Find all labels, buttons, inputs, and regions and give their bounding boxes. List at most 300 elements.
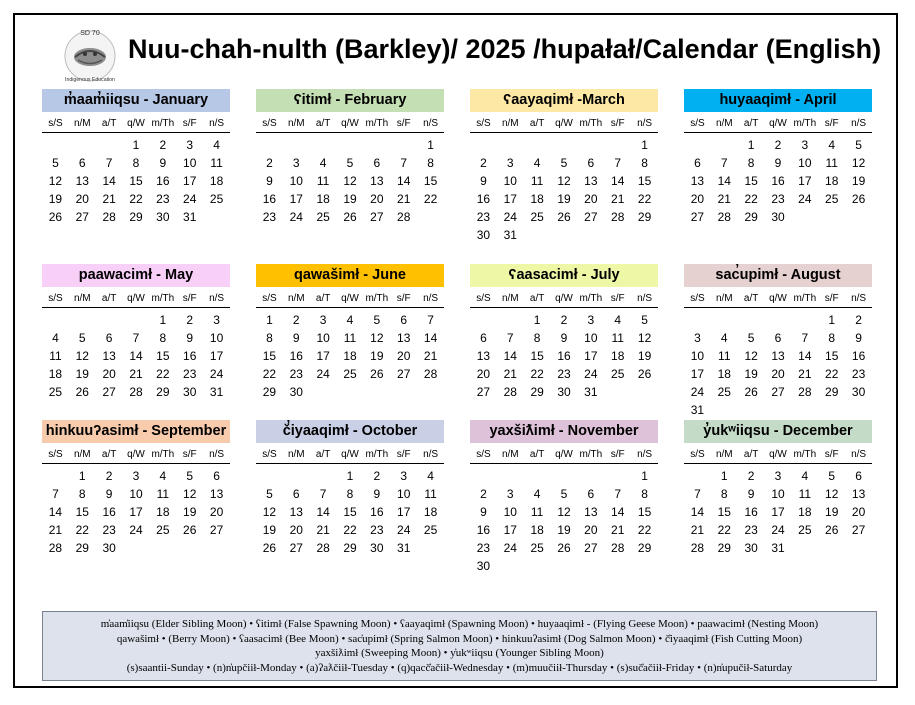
empty-cell [470, 136, 497, 154]
day-cell: 27 [584, 210, 598, 224]
day-cell: 29 [262, 385, 277, 399]
day-cell: 25 [798, 523, 812, 537]
day-cell: 29 [530, 385, 544, 399]
month-block [42, 264, 230, 401]
day-cell: 17 [771, 505, 785, 519]
day-cell: 2 [186, 313, 194, 327]
empty-cell [256, 136, 283, 154]
day-cell: 20 [397, 349, 411, 363]
day-cell: 10 [209, 331, 224, 345]
day-cell: 15 [129, 174, 143, 188]
day-cell: 11 [49, 349, 62, 363]
day-cell: 21 [503, 367, 517, 381]
day-cell: 27 [690, 210, 705, 224]
weekday-label: s/S [690, 293, 705, 304]
day-cell: 18 [530, 523, 544, 537]
day-cell: 9 [159, 156, 167, 170]
day-cell: 21 [690, 523, 705, 537]
day-cell: 27 [75, 210, 89, 224]
day-cell: 22 [129, 192, 143, 206]
weekday-label: n/S [423, 449, 439, 460]
day-cell: 10 [798, 156, 812, 170]
day-cell: 17 [503, 523, 517, 537]
day-cell: 21 [316, 523, 330, 537]
day-cell: 28 [316, 541, 330, 555]
weekday-label: m/Th [365, 293, 389, 304]
day-cell: 24 [584, 367, 598, 381]
weekday-label: s/S [48, 449, 63, 460]
day-cell: 7 [801, 331, 809, 345]
weekday-header-row [256, 448, 444, 464]
empty-cell [69, 136, 96, 154]
day-cell: 19 [637, 349, 652, 363]
day-cell: 23 [476, 541, 491, 555]
weekday-label: n/M [715, 449, 733, 460]
page-title: Nuu-chah-nulth (Barkley)/ 2025 /hupałał/Calendar (English) [128, 34, 882, 64]
day-cell: 21 [423, 349, 438, 363]
day-cell: 19 [75, 367, 89, 381]
day-cell: 22 [343, 523, 357, 537]
day-cell: 31 [209, 385, 224, 399]
day-cell: 26 [183, 523, 197, 537]
day-cell: 18 [48, 367, 63, 381]
day-cell: 14 [129, 349, 143, 363]
day-cell: 22 [156, 367, 170, 381]
day-cell: 6 [105, 331, 113, 345]
day-cell: 14 [102, 174, 116, 188]
day-cell: 12 [744, 349, 758, 363]
day-cell: 3 [400, 469, 408, 483]
day-cell: 28 [102, 210, 116, 224]
day-cell: 14 [48, 505, 63, 519]
weekday-label: q/W [555, 449, 573, 460]
weekday-header-row [470, 448, 658, 464]
day-cell: 10 [503, 505, 517, 519]
day-cell: 14 [316, 505, 330, 519]
day-cell: 16 [183, 349, 197, 363]
day-cell: 13 [476, 349, 491, 363]
weekday-label: n/S [851, 118, 867, 129]
day-cell: 3 [292, 156, 300, 170]
weekday-label: n/S [209, 118, 225, 129]
day-cell: 14 [717, 174, 731, 188]
day-cell: 24 [209, 367, 224, 381]
day-cell: 2 [480, 487, 487, 501]
day-cell: 5 [186, 469, 194, 483]
weekday-label: a/T [743, 449, 759, 460]
day-cell: 12 [851, 156, 866, 170]
day-cell: 1 [346, 469, 354, 483]
day-cell: 12 [825, 487, 839, 501]
weekday-header-row [42, 448, 230, 464]
empty-cell [42, 311, 69, 329]
day-cell: 9 [855, 331, 862, 345]
day-cell: 4 [213, 138, 220, 152]
day-cell: 25 [48, 385, 63, 399]
month-block [256, 420, 444, 557]
day-cell: 2 [480, 156, 487, 170]
day-grid [256, 136, 444, 226]
month-block [42, 420, 230, 557]
day-cell: 22 [825, 367, 839, 381]
day-cell: 8 [346, 487, 354, 501]
day-cell: 21 [611, 192, 625, 206]
empty-cell [497, 311, 524, 329]
day-cell: 7 [105, 156, 113, 170]
day-cell: 22 [423, 192, 438, 206]
weekday-label: n/M [73, 449, 91, 460]
day-cell: 9 [186, 331, 194, 345]
weekday-header-row [684, 292, 872, 308]
weekday-label: a/T [529, 293, 545, 304]
legend-line: m̓aam̓iiqsu (Elder Sibling Moon) • ʕitimł (False Spawning Moon) • ʕaayaqimł (Spawning Moon) • huyaaqimł - (Flying Geese Moon) • paawacimł (Nesting Moon) [100, 618, 819, 630]
day-cell: 14 [423, 331, 438, 345]
weekday-header-row [470, 292, 658, 308]
day-cell: 13 [289, 505, 303, 519]
day-cell: 8 [266, 331, 273, 345]
weekday-header-row [42, 117, 230, 133]
empty-cell [283, 467, 310, 485]
day-cell: 8 [828, 331, 836, 345]
month-name: ʕitimł - February [256, 89, 444, 112]
day-cell: 14 [690, 505, 705, 519]
weekday-header-row [684, 448, 872, 464]
legend-line: (s)saantii-Sunday • (n)n̓upčiił-Monday • (a)ʔaƛčiił-Tuesday • (q)qacč̓ačiił-Wednesday • (m)muučiił-Thursday • (s)suč̓ačiił-Friday • (n)n̓upučił-Saturday [126, 661, 793, 674]
day-cell: 20 [209, 505, 224, 519]
day-cell: 26 [343, 210, 357, 224]
day-cell: 26 [370, 367, 384, 381]
day-cell: 26 [557, 541, 571, 555]
day-cell: 19 [48, 192, 63, 206]
day-cell: 24 [503, 541, 517, 555]
day-grid [42, 136, 230, 226]
empty-cell [256, 467, 283, 485]
day-cell: 2 [373, 469, 381, 483]
day-cell: 4 [614, 313, 622, 327]
day-cell: 15 [156, 349, 170, 363]
day-cell: 6 [774, 331, 782, 345]
day-cell: 25 [717, 385, 731, 399]
day-grid [256, 467, 444, 557]
day-cell: 10 [183, 156, 197, 170]
weekday-label: n/S [637, 293, 653, 304]
day-cell: 7 [614, 487, 622, 501]
day-cell: 13 [851, 487, 866, 501]
month-name: ʕaasacimł - July [470, 264, 658, 287]
day-cell: 7 [694, 487, 701, 501]
weekday-label: a/T [529, 118, 545, 129]
day-cell: 15 [75, 505, 89, 519]
month-block [470, 420, 658, 575]
day-cell: 3 [774, 469, 782, 483]
day-cell: 30 [476, 559, 491, 573]
day-cell: 16 [156, 174, 170, 188]
day-cell: 29 [129, 210, 143, 224]
weekday-label: s/F [610, 449, 625, 460]
day-cell: 23 [289, 367, 303, 381]
day-grid [470, 136, 658, 244]
empty-cell [577, 136, 604, 154]
weekday-label: n/S [423, 118, 439, 129]
month-name: m̓aam̓iiqsu - January [42, 89, 230, 112]
weekday-label: s/S [48, 293, 63, 304]
day-cell: 25 [530, 210, 544, 224]
weekday-label: s/F [396, 293, 411, 304]
day-cell: 16 [476, 192, 491, 206]
day-cell: 19 [851, 174, 866, 188]
day-cell: 31 [690, 403, 705, 417]
day-cell: 20 [476, 367, 491, 381]
day-cell: 23 [557, 367, 571, 381]
day-grid [684, 467, 872, 557]
empty-cell [738, 311, 765, 329]
day-cell: 1 [159, 313, 167, 327]
weekday-label: a/T [315, 118, 331, 129]
empty-cell [684, 467, 711, 485]
empty-cell [69, 311, 96, 329]
weekday-header-row [684, 117, 872, 133]
day-cell: 15 [825, 349, 839, 363]
day-cell: 11 [210, 156, 223, 170]
sd70-logo-icon [58, 23, 122, 87]
day-cell: 22 [717, 523, 731, 537]
weekday-label: n/S [851, 449, 867, 460]
empty-cell [96, 311, 123, 329]
weekday-label: s/F [182, 118, 197, 129]
day-cell: 20 [370, 192, 384, 206]
empty-cell [791, 311, 818, 329]
day-cell: 6 [292, 487, 300, 501]
day-cell: 10 [316, 331, 330, 345]
day-cell: 9 [560, 331, 568, 345]
day-cell: 23 [156, 192, 170, 206]
weekday-label: a/T [743, 118, 759, 129]
day-cell: 23 [851, 367, 866, 381]
day-cell: 12 [370, 331, 384, 345]
weekday-label: a/T [529, 449, 545, 460]
weekday-label: s/S [262, 118, 277, 129]
day-cell: 27 [397, 367, 411, 381]
weekday-label: n/S [851, 293, 867, 304]
month-block [470, 264, 658, 401]
day-cell: 12 [637, 331, 652, 345]
day-cell: 28 [503, 385, 517, 399]
weekday-label: q/W [769, 449, 787, 460]
day-cell: 28 [611, 210, 625, 224]
month-name: paawacimł - May [42, 264, 230, 287]
day-cell: 20 [851, 505, 866, 519]
day-cell: 5 [346, 156, 354, 170]
day-cell: 28 [48, 541, 63, 555]
weekday-label: q/W [555, 293, 573, 304]
day-cell: 11 [530, 505, 544, 519]
month-name: huyaaqimł - April [684, 89, 872, 112]
day-cell: 13 [584, 174, 598, 188]
day-cell: 2 [159, 138, 167, 152]
day-cell: 10 [129, 487, 143, 501]
day-cell: 11 [156, 487, 170, 501]
weekday-label: s/S [476, 118, 491, 129]
day-cell: 6 [480, 331, 487, 345]
day-cell: 17 [798, 174, 812, 188]
day-cell: 9 [774, 156, 782, 170]
day-cell: 11 [343, 331, 357, 345]
day-cell: 27 [370, 210, 384, 224]
day-cell: 31 [771, 541, 785, 555]
empty-cell [470, 311, 497, 329]
day-cell: 6 [373, 156, 381, 170]
day-cell: 13 [75, 174, 89, 188]
day-cell: 28 [717, 210, 731, 224]
month-block [470, 89, 658, 244]
day-cell: 21 [129, 367, 143, 381]
day-cell: 16 [102, 505, 116, 519]
day-cell: 5 [641, 313, 648, 327]
day-cell: 14 [397, 174, 411, 188]
day-cell: 31 [183, 210, 197, 224]
day-cell: 20 [771, 367, 785, 381]
weekday-label: m/Th [151, 449, 175, 460]
day-cell: 1 [641, 138, 648, 152]
day-cell: 13 [771, 349, 785, 363]
day-cell: 19 [557, 523, 571, 537]
empty-cell [765, 311, 792, 329]
empty-cell [42, 136, 69, 154]
day-cell: 1 [641, 469, 648, 483]
day-cell: 20 [584, 192, 598, 206]
day-cell: 29 [744, 210, 758, 224]
day-cell: 27 [771, 385, 785, 399]
weekday-header-row [470, 117, 658, 133]
day-cell: 1 [720, 469, 728, 483]
day-cell: 9 [480, 505, 487, 519]
day-cell: 15 [423, 174, 438, 188]
day-cell: 9 [105, 487, 113, 501]
day-cell: 4 [533, 487, 541, 501]
day-cell: 13 [397, 331, 411, 345]
day-cell: 20 [289, 523, 303, 537]
day-cell: 24 [397, 523, 411, 537]
empty-cell [684, 311, 711, 329]
month-name: hinkuuʔasimł - September [42, 420, 230, 443]
day-cell: 18 [825, 174, 839, 188]
svg-text:Indigenous Education: Indigenous Education [65, 77, 115, 83]
day-cell: 21 [717, 192, 731, 206]
day-cell: 13 [584, 505, 598, 519]
weekday-label: q/W [127, 118, 145, 129]
day-cell: 17 [690, 367, 705, 381]
day-cell: 31 [397, 541, 411, 555]
day-cell: 11 [825, 156, 838, 170]
day-cell: 31 [584, 385, 598, 399]
day-cell: 15 [637, 174, 652, 188]
day-cell: 8 [641, 156, 648, 170]
day-cell: 2 [266, 156, 273, 170]
weekday-label: q/W [127, 449, 145, 460]
day-cell: 21 [102, 192, 116, 206]
day-cell: 24 [690, 385, 705, 399]
day-cell: 13 [370, 174, 384, 188]
day-cell: 4 [159, 469, 167, 483]
day-cell: 7 [506, 331, 514, 345]
day-cell: 16 [476, 523, 491, 537]
day-cell: 29 [637, 210, 652, 224]
day-cell: 25 [825, 192, 839, 206]
weekday-label: s/F [396, 118, 411, 129]
day-grid [684, 311, 872, 419]
month-name: č̓iyaaqimł - October [256, 420, 444, 443]
weekday-label: q/W [341, 293, 359, 304]
day-cell: 17 [316, 349, 330, 363]
day-cell: 10 [289, 174, 303, 188]
weekday-label: n/M [501, 293, 519, 304]
day-cell: 9 [266, 174, 273, 188]
day-cell: 30 [771, 210, 785, 224]
day-cell: 5 [560, 156, 568, 170]
day-cell: 9 [292, 331, 300, 345]
empty-cell [310, 136, 337, 154]
day-cell: 21 [397, 192, 411, 206]
day-cell: 1 [266, 313, 273, 327]
weekday-label: q/W [769, 293, 787, 304]
day-cell: 4 [52, 331, 59, 345]
weekday-label: n/M [715, 118, 733, 129]
day-cell: 22 [744, 192, 758, 206]
empty-cell [711, 136, 738, 154]
day-cell: 3 [213, 313, 220, 327]
day-cell: 21 [48, 523, 63, 537]
weekday-label: n/M [287, 118, 305, 129]
day-cell: 11 [798, 487, 812, 501]
day-cell: 4 [427, 469, 434, 483]
day-cell: 6 [587, 487, 595, 501]
weekday-label: a/T [743, 293, 759, 304]
empty-cell [604, 136, 631, 154]
weekday-label: n/M [73, 293, 91, 304]
weekday-header-row [256, 117, 444, 133]
weekday-label: q/W [341, 118, 359, 129]
day-cell: 24 [798, 192, 812, 206]
day-grid [470, 311, 658, 401]
day-cell: 25 [209, 192, 224, 206]
day-cell: 1 [533, 313, 541, 327]
day-cell: 4 [720, 331, 728, 345]
day-cell: 8 [641, 487, 648, 501]
day-cell: 6 [855, 469, 862, 483]
day-cell: 30 [370, 541, 384, 555]
day-cell: 4 [346, 313, 354, 327]
day-cell: 12 [343, 174, 357, 188]
weekday-label: s/F [824, 293, 839, 304]
weekday-label: a/T [315, 293, 331, 304]
empty-cell [711, 311, 738, 329]
empty-cell [337, 136, 364, 154]
day-cell: 13 [102, 349, 116, 363]
weekday-label: q/W [341, 449, 359, 460]
day-cell: 27 [476, 385, 491, 399]
day-cell: 29 [717, 541, 731, 555]
day-cell: 17 [584, 349, 598, 363]
day-cell: 9 [373, 487, 381, 501]
day-cell: 14 [503, 349, 517, 363]
day-cell: 19 [744, 367, 758, 381]
day-cell: 20 [75, 192, 89, 206]
day-cell: 6 [213, 469, 220, 483]
day-cell: 7 [720, 156, 728, 170]
weekday-label: s/S [690, 118, 705, 129]
day-cell: 23 [744, 523, 758, 537]
day-cell: 16 [771, 174, 785, 188]
